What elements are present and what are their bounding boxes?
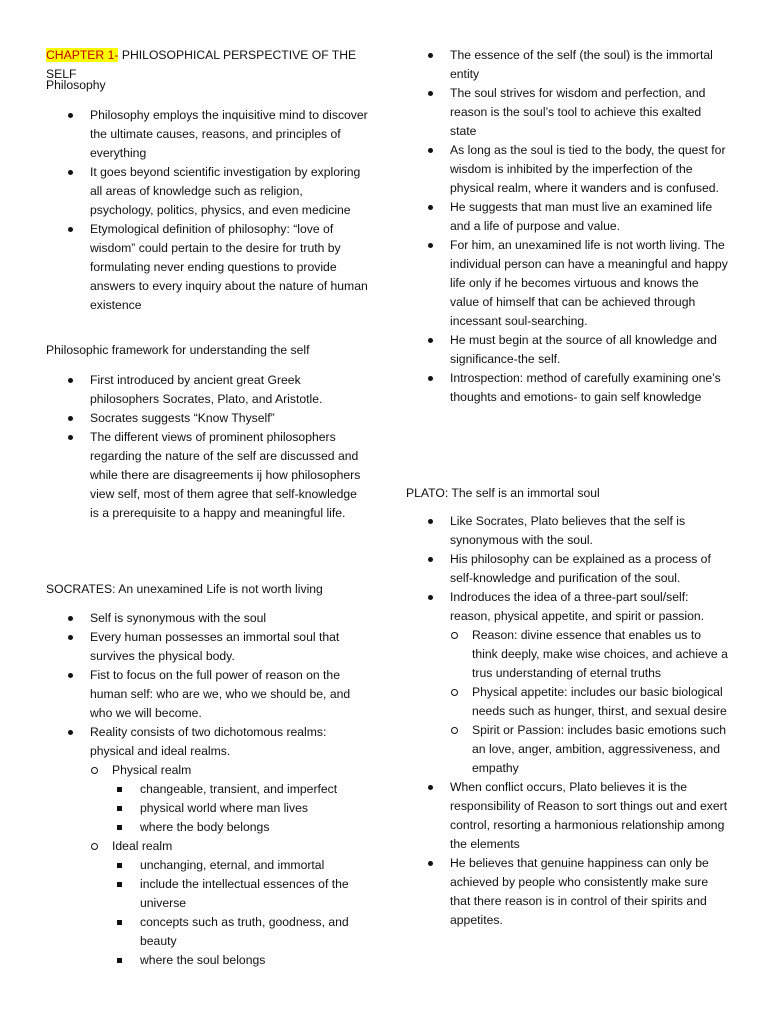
list-item: Self is synonymous with the soul [46, 609, 368, 628]
framework-list [46, 371, 368, 523]
list-item: unchanging, eternal, and immortal [112, 856, 368, 875]
list-item: It goes beyond scientific investigation by exploring all areas of knowledge such as religion, psychology, politics, physics, and even medicine [46, 163, 368, 220]
socrates-heading: SOCRATES: An unexamined Life is not worth living [46, 582, 323, 596]
socrates-continued-list [406, 46, 728, 407]
chapter-title-text: PHILOSOPHICAL PERSPECTIVE OF THE SELF [46, 48, 357, 81]
list-item: Introspection: method of carefully examining one’s thoughts and emotions- to gain self knowledge [406, 369, 728, 407]
ideal-realm-label: Ideal realm [112, 839, 173, 853]
soul-part-appetite: Physical appetite: includes our basic biological needs such as hunger, thirst, and sexual desire [450, 683, 728, 721]
list-item [46, 723, 368, 970]
list-item: Every human possesses an immortal soul that survives the physical body. [46, 628, 368, 666]
socrates-list [46, 609, 368, 970]
list-item: Fist to focus on the full power of reason on the human self: who are we, who we should be, and who we will become. [46, 666, 368, 723]
soul-part-spirit: Spirit or Passion: includes basic emotions such an love, anger, ambition, aggressiveness, and empathy [450, 721, 728, 778]
list-item: He must begin at the source of all knowledge and significance-the self. [406, 331, 728, 369]
list-item: Philosophy employs the inquisitive mind to discover the ultimate causes, reasons, and principles of everything [46, 106, 368, 163]
list-item: His philosophy can be explained as a process of self-knowledge and purification of the soul. [406, 550, 728, 588]
physical-realm-item [90, 761, 368, 837]
list-item: The essence of the self (the soul) is the immortal entity [406, 46, 728, 84]
list-item: include the intellectual essences of the universe [112, 875, 368, 913]
framework-heading: Philosophic framework for understanding the self [46, 343, 310, 357]
list-item: concepts such as truth, goodness, and beauty [112, 913, 368, 951]
list-item: The different views of prominent philosophers regarding the nature of the self are discussed and while there are disagreements ij how philosophers view self, most of them agree that self-knowledge is a prerequisite to a happy and meaningful life. [46, 428, 368, 523]
plato-heading: PLATO: The self is an immortal soul [406, 486, 600, 500]
soul-part-reason: Reason: divine essence that enables us to think deeply, make wise choices, and achieve a trus understanding of eternal truths [450, 626, 728, 683]
list-item: When conflict occurs, Plato believes it is the responsibility of Reason to sort things out and exert control, resorting a harmonious relationship among the elements [406, 778, 728, 854]
list-item: physical world where man lives [112, 799, 368, 818]
ideal-realm-item [90, 837, 368, 970]
list-item: changeable, transient, and imperfect [112, 780, 368, 799]
list-item: He believes that genuine happiness can only be achieved by people who consistently make sure that there reason is in control of their spirits and appetites. [406, 854, 728, 930]
realms-list [90, 761, 368, 970]
list-item: The soul strives for wisdom and perfection, and reason is the soul’s tool to achieve this exalted state [406, 84, 728, 141]
physical-realm-label: Physical realm [112, 763, 192, 777]
philosophy-list [46, 106, 368, 315]
list-item: where the soul belongs [112, 951, 368, 970]
list-item: Etymological definition of philosophy: “love of wisdom” could pertain to the desire for truth by formulating never ending questions to provide answers to every inquiry about the nature of human existence [46, 220, 368, 315]
ideal-realm-list [112, 856, 368, 970]
list-item: First introduced by ancient great Greek philosophers Socrates, Plato, and Aristotle. [46, 371, 368, 409]
list-item-text: Reality consists of two dichotomous realms: physical and ideal realms. [90, 725, 327, 758]
chapter-label: CHAPTER 1- [46, 48, 119, 62]
list-item: Socrates suggests “Know Thyself” [46, 409, 368, 428]
philosophy-heading: Philosophy [46, 78, 106, 92]
list-item: where the body belongs [112, 818, 368, 837]
list-item: He suggests that man must live an examined life and a life of purpose and value. [406, 198, 728, 236]
plato-list [406, 512, 728, 930]
list-item: As long as the soul is tied to the body, the quest for wisdom is inhibited by the imperfection of the physical realm, where it wanders and is confused. [406, 141, 728, 198]
physical-realm-list [112, 780, 368, 837]
list-item: Like Socrates, Plato believes that the self is synonymous with the soul. [406, 512, 728, 550]
list-item-text: Indroduces the idea of a three-part soul/self: reason, physical appetite, and spirit or passion. [450, 590, 705, 623]
list-item: For him, an unexamined life is not worth living. The individual person can have a meaningful and happy life only if he becomes virtuous and knows the value of himself that can be achieved through incessant soul-searching. [406, 236, 728, 331]
list-item [406, 588, 728, 778]
soul-parts-list [450, 626, 728, 778]
